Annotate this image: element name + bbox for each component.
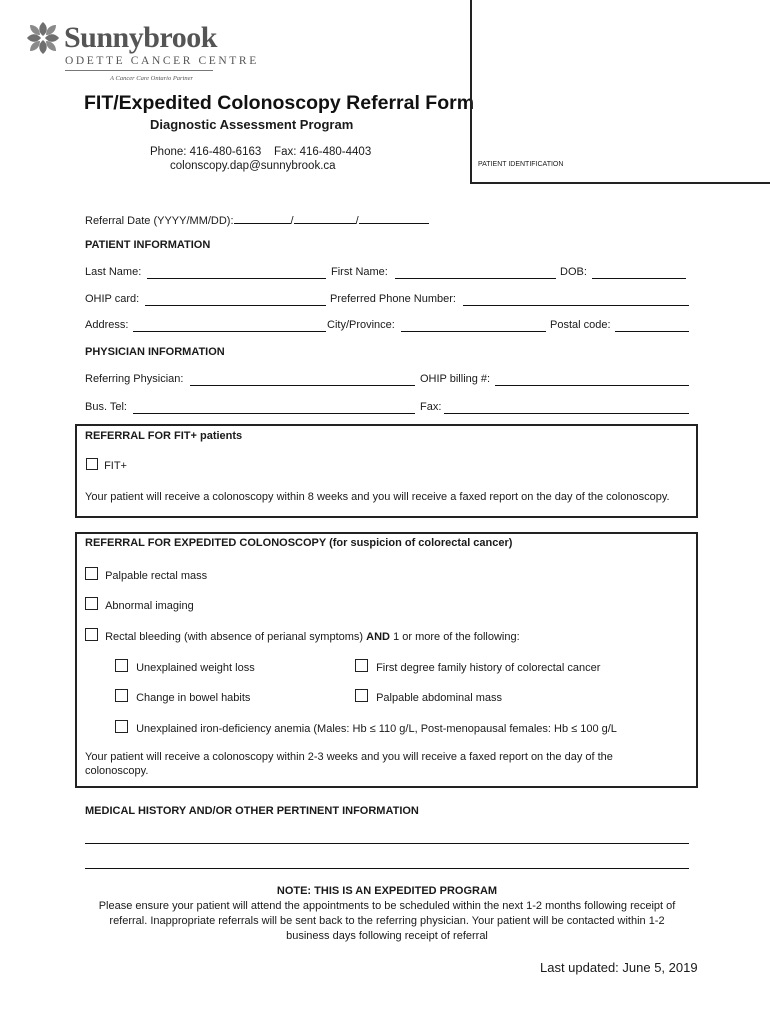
date-separator: / xyxy=(290,215,294,227)
note-line-2: referral. Inappropriate referrals will be sent back to the referring physician. Your patient will be contacted within 1-2 xyxy=(109,915,665,927)
address-label: Address: xyxy=(85,319,129,331)
referral-year-field[interactable] xyxy=(234,212,291,224)
abnormal-imaging-checkbox[interactable] xyxy=(85,597,98,610)
rectal-bleeding-checkbox[interactable] xyxy=(85,628,98,641)
medical-history-heading: MEDICAL HISTORY AND/OR OTHER PERTINENT INFORMATION xyxy=(85,805,419,817)
rectal-bleeding-criteria: 1 or more of the following: xyxy=(393,631,520,643)
last-name-label: Last Name: xyxy=(85,266,142,278)
ohip-card-field[interactable] xyxy=(145,294,326,306)
abnormal-imaging-label: Abnormal imaging xyxy=(105,600,194,612)
physician-info-heading: PHYSICIAN INFORMATION xyxy=(85,346,225,358)
bus-tel-label: Bus. Tel: xyxy=(85,401,127,413)
medical-history-line-1[interactable] xyxy=(85,843,689,844)
expedited-section-heading: REFERRAL FOR EXPEDITED COLONOSCOPY (for suspicion of colorectal cancer) xyxy=(85,537,513,549)
logo-divider xyxy=(65,70,213,71)
family-history-label: First degree family history of colorectal cancer xyxy=(376,662,601,674)
phone-field[interactable] xyxy=(463,294,689,306)
fax-field[interactable] xyxy=(444,402,689,414)
note-line-1: Please ensure your patient will attend the appointments to be scheduled within the next 1-2 months following receipt of xyxy=(98,900,676,912)
bowel-habits-option[interactable] xyxy=(115,689,250,704)
weight-loss-option[interactable] xyxy=(115,659,255,674)
fit-option[interactable] xyxy=(86,458,127,472)
abdominal-mass-checkbox[interactable] xyxy=(355,689,368,702)
dob-field[interactable] xyxy=(592,267,686,279)
form-title: FIT/Expedited Colonoscopy Referral Form xyxy=(84,92,475,114)
anemia-checkbox[interactable] xyxy=(115,720,128,733)
fit-option-label: FIT+ xyxy=(104,460,127,472)
program-name: Diagnostic Assessment Program xyxy=(150,117,354,132)
palpable-rectal-mass-checkbox[interactable] xyxy=(85,567,98,580)
postal-label: Postal code: xyxy=(550,319,611,331)
city-label: City/Province: xyxy=(327,319,395,331)
rectal-bleeding-and: AND xyxy=(366,631,390,643)
expedited-note-line1: Your patient will receive a colonoscopy within 2-3 weeks and you will receive a faxed report on the day of the xyxy=(85,751,613,763)
last-updated: Last updated: June 5, 2019 xyxy=(540,960,698,975)
fax-label: Fax: xyxy=(420,401,442,413)
abdominal-mass-label: Palpable abdominal mass xyxy=(376,692,503,704)
address-field[interactable] xyxy=(133,320,326,332)
expedited-note-line2: colonoscopy. xyxy=(85,765,149,777)
first-name-label: First Name: xyxy=(331,266,388,278)
bowel-habits-label: Change in bowel habits xyxy=(136,692,251,704)
bowel-habits-checkbox[interactable] xyxy=(115,689,128,702)
sunnybrook-leaf-logo-icon xyxy=(26,20,60,56)
referral-date-label: Referral Date (YYYY/MM/DD): xyxy=(85,215,234,227)
family-history-option[interactable] xyxy=(355,659,600,674)
contact-email: colonscopy.dap@sunnybrook.ca xyxy=(170,160,336,172)
expedited-note-block xyxy=(60,884,714,944)
weight-loss-checkbox[interactable] xyxy=(115,659,128,672)
referral-month-field[interactable] xyxy=(294,212,356,224)
city-field[interactable] xyxy=(401,320,546,332)
dob-label: DOB: xyxy=(560,266,587,278)
brand-name: Sunnybrook xyxy=(64,21,217,54)
postal-field[interactable] xyxy=(615,320,689,332)
anemia-option[interactable] xyxy=(115,720,617,735)
family-history-checkbox[interactable] xyxy=(355,659,368,672)
fit-section-note: Your patient will receive a colonoscopy within 8 weeks and you will receive a faxed report on the day of the colonoscopy. xyxy=(85,491,670,503)
referring-physician-label: Referring Physician: xyxy=(85,373,184,385)
first-name-field[interactable] xyxy=(395,267,556,279)
partner-tagline: A Cancer Care Ontario Partner xyxy=(110,75,194,82)
patient-identification-box[interactable] xyxy=(470,0,770,184)
palpable-rectal-mass-option[interactable] xyxy=(85,567,207,582)
date-separator: / xyxy=(355,215,359,227)
fit-section-heading: REFERRAL FOR FIT+ patients xyxy=(85,430,243,442)
rectal-bleeding-label: Rectal bleeding (with absence of perianal symptoms) xyxy=(105,631,364,643)
note-line-3: business days following receipt of referral xyxy=(286,930,488,942)
centre-name: ODETTE CANCER CENTRE xyxy=(65,55,259,67)
ohip-billing-field[interactable] xyxy=(495,374,689,386)
patient-info-heading: PATIENT INFORMATION xyxy=(85,239,211,251)
palpable-rectal-mass-label: Palpable rectal mass xyxy=(105,570,208,582)
patient-identification-label: PATIENT IDENTIFICATION xyxy=(478,161,564,168)
rectal-bleeding-option[interactable] xyxy=(85,628,520,643)
referral-day-field[interactable] xyxy=(359,212,429,224)
contact-phone-fax: Phone: 416-480-6163 Fax: 416-480-4403 xyxy=(150,146,372,158)
fit-checkbox[interactable] xyxy=(86,458,98,470)
referral-date-row xyxy=(85,212,429,227)
bus-tel-field[interactable] xyxy=(133,402,415,414)
phone-label: Preferred Phone Number: xyxy=(330,293,456,305)
anemia-label: Unexplained iron-deficiency anemia (Males: Hb ≤ 110 g/L, Post-menopausal females: Hb ≤ 100 g/L xyxy=(136,723,617,735)
weight-loss-label: Unexplained weight loss xyxy=(136,662,255,674)
ohip-billing-label: OHIP billing #: xyxy=(420,373,491,385)
abdominal-mass-option[interactable] xyxy=(355,689,502,704)
ohip-card-label: OHIP card: xyxy=(85,293,140,305)
last-name-field[interactable] xyxy=(147,267,326,279)
referring-physician-field[interactable] xyxy=(190,374,415,386)
note-heading: NOTE: THIS IS AN EXPEDITED PROGRAM xyxy=(276,885,498,897)
abnormal-imaging-option[interactable] xyxy=(85,597,194,612)
medical-history-line-2[interactable] xyxy=(85,868,689,869)
